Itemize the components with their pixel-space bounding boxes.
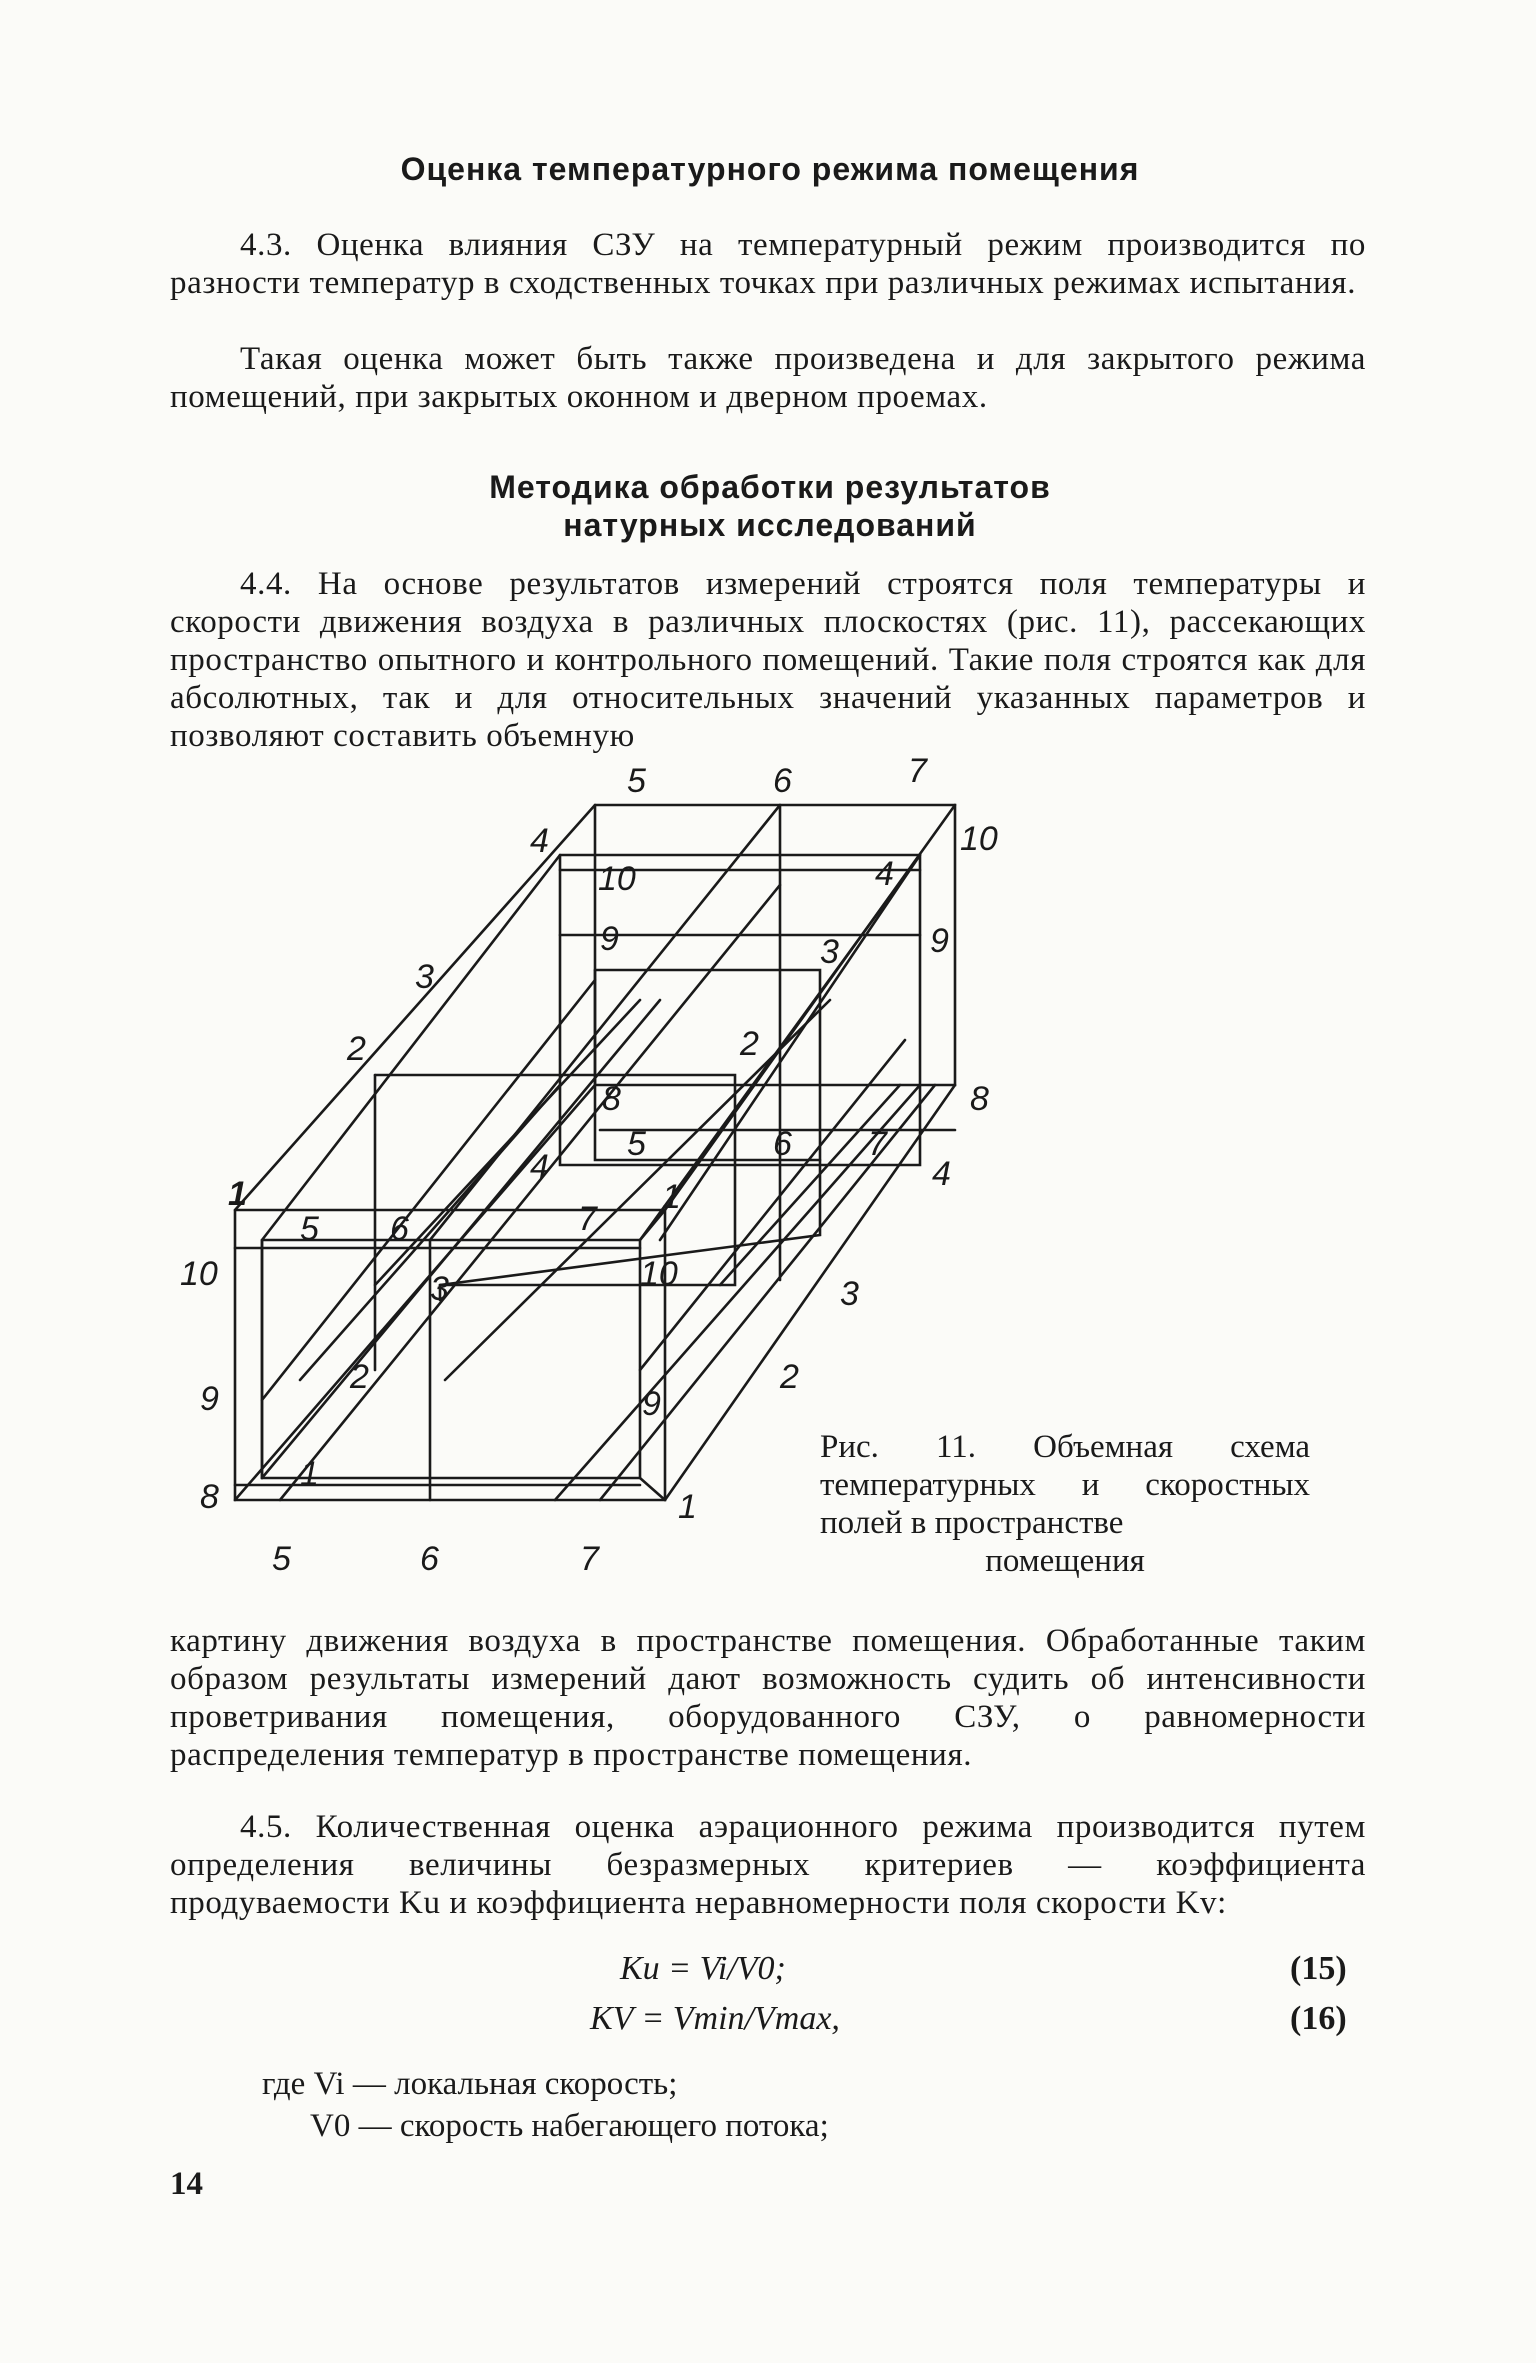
label-left-8: 8	[200, 1478, 219, 1516]
section-heading-methodology-line2: натурных исследований	[563, 507, 977, 543]
label-front-9: 9	[642, 1385, 661, 1423]
label-inner-2-right: 2	[740, 1025, 759, 1063]
depth-edge-inner-1	[262, 855, 560, 1240]
label-top-4: 4	[530, 822, 549, 860]
formula-16-number: (16)	[1290, 2000, 1347, 2037]
label-inner-7: 7	[868, 1125, 887, 1163]
plane-5-diag	[262, 980, 595, 1400]
label-right-2: 2	[780, 1358, 799, 1396]
label-inner-6: 6	[773, 1125, 792, 1163]
label-right-8: 8	[970, 1080, 989, 1118]
paragraph-4-4-continued: картину движения воздуха в пространстве помещения. Обработанные таким образом результаты измерений дают возможность судить об интенсивности проветривания помещения, оборудованного СЗУ, о равномерности распределения температур в пространстве помещения.	[170, 1623, 1366, 1773]
label-front-2: 2	[350, 1358, 369, 1396]
label-front-5: 5	[300, 1210, 319, 1248]
label-top-6: 6	[773, 762, 792, 800]
label-inner-4-left: 4	[530, 1148, 549, 1186]
figure-caption-main: Рис. 11. Объемная схема температурных и скоростных полей в пространстве	[820, 1429, 1310, 1541]
label-bottom-5: 5	[272, 1540, 291, 1578]
label-left-9: 9	[200, 1380, 219, 1418]
diag-3	[280, 885, 780, 1500]
definition-vi: где Vi — локальная скорость;	[262, 2066, 678, 2102]
label-inner-8: 8	[602, 1080, 621, 1118]
paragraph-4-4: 4.4. На основе результатов измерений строятся поля температуры и скорости движения воздуха в различных плоскостях (рис. 11), рассекающих пространство опытного и контрольного помещений. Такие поля строятся как для абсолютных, так и для относительных значений указанных параметров и позволяют составить объемную	[170, 566, 1366, 754]
definition-v0: V0 — скорость набегающего потока;	[310, 2108, 829, 2144]
label-left-10: 10	[180, 1255, 218, 1293]
label-bottom-7: 7	[580, 1540, 599, 1578]
label-front-1-top: 1	[662, 1178, 681, 1216]
figure-caption-last-line: помещения	[985, 1543, 1145, 1579]
figure-11-caption	[820, 1428, 1310, 1580]
front-box-bottom-depth	[640, 1478, 665, 1500]
formula-15: Ku = Vi/V0;	[620, 1950, 786, 1987]
label-bottom-6: 6	[420, 1540, 439, 1578]
page-number: 14	[170, 2166, 203, 2202]
label-front-1: 1	[300, 1455, 319, 1493]
label-front-10: 10	[640, 1255, 678, 1293]
label-front-6: 6	[390, 1210, 409, 1248]
paragraph-4-3-continued: Такая оценка может быть также произведена и для закрытого режима помещений, при закрытых оконном и дверном проемах.	[170, 341, 1366, 415]
label-front-3: 3	[430, 1270, 449, 1308]
label-left-3: 3	[415, 958, 434, 996]
label-inner-10-left: 10	[598, 860, 636, 898]
section-heading-temperature: Оценка температурного режима помещения	[400, 151, 1140, 187]
label-inner-5: 5	[627, 1125, 646, 1163]
label-inner-9-left: 9	[600, 920, 619, 958]
label-top-7: 7	[908, 752, 927, 790]
formula-15-number: (15)	[1290, 1950, 1347, 1987]
section-heading-methodology-line1: Методика обработки результатов	[489, 469, 1051, 505]
label-front-7: 7	[578, 1200, 597, 1238]
label-top-5: 5	[627, 762, 646, 800]
label-right-3: 3	[840, 1275, 859, 1313]
paragraph-4-5: 4.5. Количественная оценка аэрационного режима производится путем определения величины безразмерных критериев — коэффициента продуваемости Ku и коэффициента неравномерности поля скорости Kv:	[170, 1809, 1366, 1921]
label-left-2: 2	[347, 1030, 366, 1068]
paragraph-4-3: 4.3. Оценка влияния СЗУ на температурный режим производится по разности температур в сходственных точках при различных режимах испытания.	[170, 227, 1366, 301]
label-right-4: 4	[932, 1155, 951, 1193]
label-right-9: 9	[930, 922, 949, 960]
label-top-10-right: 10	[960, 820, 998, 858]
formula-16: KV = Vmin/Vmax,	[590, 2000, 840, 2037]
label-right-1: 1	[678, 1488, 697, 1526]
label-inner-3-right: 3	[820, 933, 839, 971]
label-left-1: 1	[228, 1175, 247, 1213]
label-inner-4-right: 4	[875, 855, 894, 893]
diag-8	[720, 1085, 900, 1285]
